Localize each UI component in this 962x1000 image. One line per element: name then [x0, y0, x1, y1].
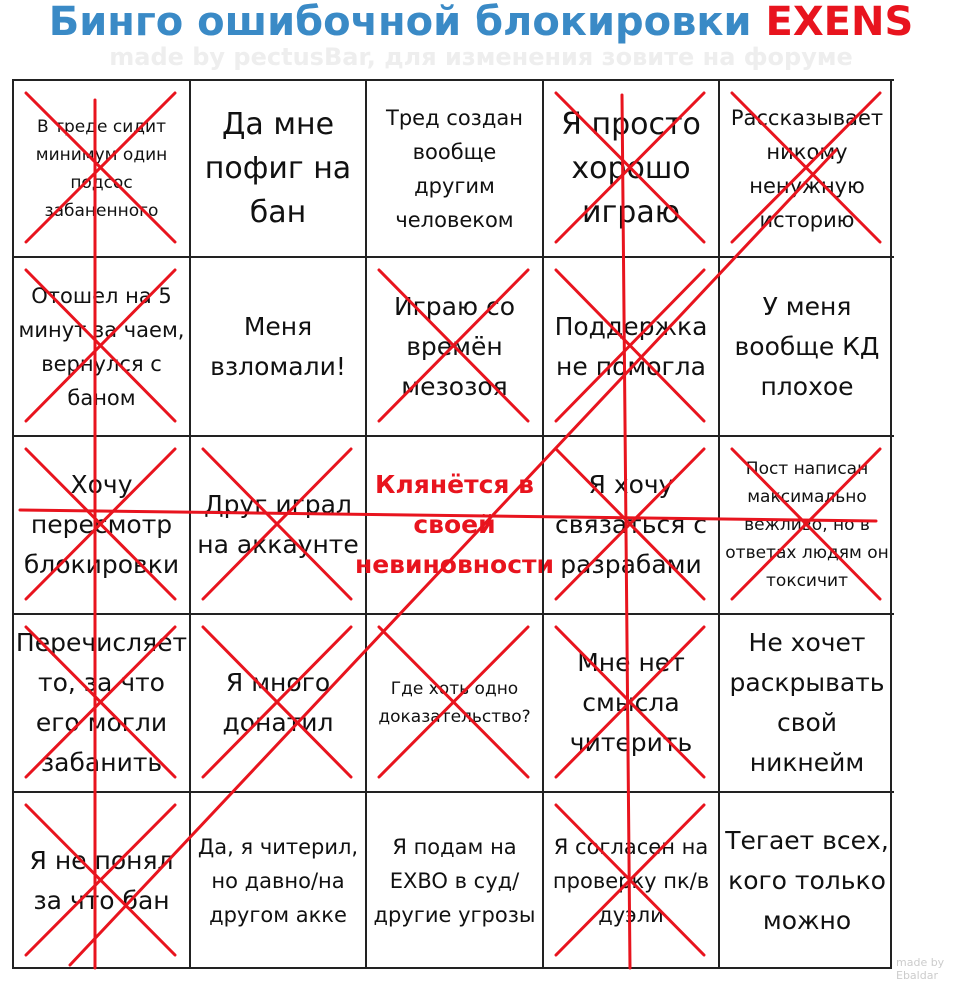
- cell-text: Рассказывает никому ненужную историю: [730, 105, 884, 232]
- title-text: Бинго ошибочной блокировки: [48, 0, 752, 45]
- bingo-cell-15[interactable]: [718, 435, 894, 613]
- bingo-grid: [12, 79, 892, 969]
- cell-text: Отошел на 5 минут за чаем, вернулся с баном: [18, 283, 185, 410]
- cell-text: Перечисляет то, за что его могли забанить: [15, 628, 188, 777]
- bingo-cell-21[interactable]: [12, 791, 189, 969]
- cell-text: Хочу пересмотр блокировки: [23, 470, 180, 579]
- cell-text: Меня взломали!: [210, 311, 346, 381]
- cell-text: Где хоть одно доказательство?: [378, 679, 531, 727]
- bingo-cell-11[interactable]: [12, 435, 189, 613]
- cell-text: Я не понял за что бан: [29, 846, 174, 915]
- cell-text: В треде сидит минимум один подсос забаненного: [35, 116, 168, 221]
- subtitle: made by pectusBar, для изменения зовите на форуме: [109, 43, 853, 71]
- bingo-cell-19[interactable]: [542, 613, 718, 791]
- cell-text: Не хочет раскрывать свой никнейм: [729, 628, 885, 777]
- title-accent: EXENS: [765, 0, 914, 45]
- bingo-cell-25[interactable]: [718, 791, 894, 969]
- cell-text: Да, я читерил, но давно/на другом акке: [197, 835, 359, 927]
- bingo-cell-8[interactable]: [365, 256, 542, 435]
- cell-text: Тегает всех, кого только можно: [725, 826, 889, 935]
- bingo-cell-10[interactable]: [718, 256, 894, 435]
- cell-text: Клянётся в своей невиновности: [354, 470, 555, 579]
- cell-text: Тред создан вообще другим человеком: [386, 105, 523, 232]
- bingo-cell-2[interactable]: [189, 79, 365, 256]
- bingo-cell-17[interactable]: [189, 613, 365, 791]
- bingo-cell-22[interactable]: [189, 791, 365, 969]
- cell-text: Пост написан максимально вежливо, но в ответах людям он токсичит: [725, 459, 889, 591]
- bingo-cell-1[interactable]: [12, 79, 189, 256]
- cell-text: Я согласен на проверку пк/в дуэли: [552, 835, 710, 927]
- cell-text: Поддержка не помогла: [554, 311, 708, 381]
- cell-text: Я просто хорошо играю: [561, 106, 701, 230]
- bingo-cell-18[interactable]: [365, 613, 542, 791]
- bingo-cell-7[interactable]: [189, 256, 365, 435]
- cell-text: У меня вообще КД плохое: [734, 291, 880, 401]
- bingo-cell-6[interactable]: [12, 256, 189, 435]
- bingo-title: [0, 0, 962, 44]
- cell-text: Я много донатил: [222, 668, 334, 737]
- bingo-cell-5[interactable]: [718, 79, 894, 256]
- cell-text: Я хочу связаться с разрабами: [555, 470, 707, 579]
- author-credit: made by Ebaldar: [896, 956, 945, 982]
- bingo-cell-12[interactable]: [189, 435, 365, 613]
- bingo-cell-4[interactable]: [542, 79, 718, 256]
- bingo-cell-3[interactable]: [365, 79, 542, 256]
- bingo-cell-23[interactable]: [365, 791, 542, 969]
- bingo-cell-20[interactable]: [718, 613, 894, 791]
- cell-text: Друг играл на аккаунте: [197, 490, 359, 559]
- cell-text: Я подам на EXBO в суд/другие угрозы: [373, 835, 536, 927]
- bingo-cell-24[interactable]: [542, 791, 718, 969]
- bingo-cell-9[interactable]: [542, 256, 718, 435]
- cell-text: Да мне пофиг на бан: [204, 106, 352, 230]
- bingo-cell-free[interactable]: [354, 435, 555, 613]
- cell-text: Мне нет смысла читерить: [569, 648, 693, 757]
- cell-text: Играю со времён мезозоя: [393, 291, 516, 401]
- bingo-cell-14[interactable]: [542, 435, 718, 613]
- bingo-cell-16[interactable]: [12, 613, 189, 791]
